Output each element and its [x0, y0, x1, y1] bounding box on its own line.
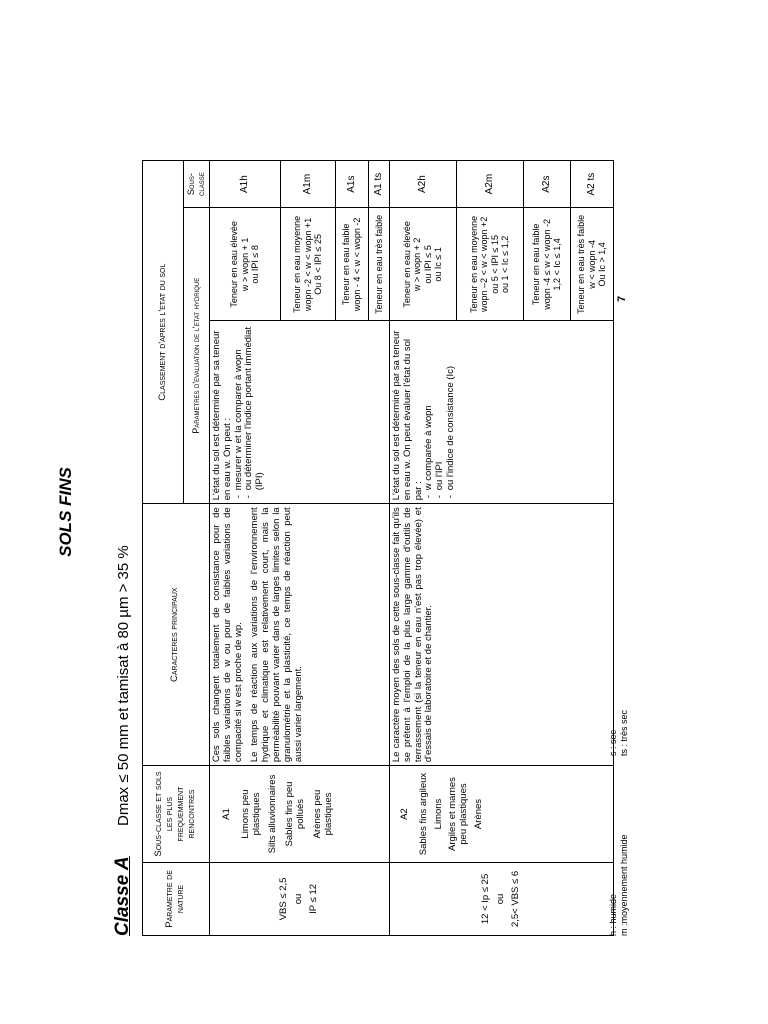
evaluation-a2-intro: L'état du sol est déterminé par sa teneur en eau w. On peut évaluer l'état du sol par : [390, 330, 424, 501]
etat-criterion: ou IPI ≤ 5 [422, 245, 433, 284]
evaluation-a1 [209, 321, 389, 504]
evaluation-a2 [389, 321, 613, 504]
etat-criterion: w > wopn + 2 [412, 237, 423, 292]
nature-a2-line1: 12 < Ip ≤ 25 [479, 873, 491, 925]
etat-criterion: w > wopn + 1 [239, 237, 250, 292]
nature-a1-line2: ou [292, 893, 304, 905]
nature-a2-line2: ou [494, 893, 506, 905]
sol-a1-2: Silts alluvionnaires [267, 774, 279, 854]
sol-a1-3: Sables fins peu pollués [284, 781, 307, 847]
etat-criterion: ou IPI ≤ 8 [249, 245, 260, 284]
etat-criterion: ou 1 < Ic ≤ 1,2 [500, 235, 511, 293]
code-a1s: A1s [335, 161, 368, 208]
rotated-landscape-content [56, 72, 664, 952]
page-title: SOLS FINS [56, 467, 75, 557]
evaluation-a2-item: - w comparée à wopn [424, 324, 435, 490]
table-row-a1 [209, 161, 280, 936]
evaluation-a2-list [424, 324, 457, 500]
caractere-a2-1: Le caractère moyen des sols de cette sous-classe fait qu'ils se prêtent à l'emploi de la plus large gamme d'outils de terrassement (si la teneur en eau n'est pas trop élevée) et d'essais de laboratoire et de chantier. [390, 507, 435, 763]
table-row-a2 [389, 161, 456, 936]
footnote-line: ts : très sec [618, 709, 629, 756]
sol-a1-4: Arènes peu plastiques [312, 789, 335, 839]
nature-a2-line3: 2,5< VBS ≤ 6 [509, 870, 521, 928]
etat-a2s [523, 208, 570, 321]
etat-criterion: Ou Ic > 1,4 [596, 242, 607, 287]
header-sous-classe-code: Sous-classe [184, 161, 210, 208]
etat-title: Teneur en eau moyenne [292, 215, 303, 313]
header-sous-classe: Sous-classe et sols les plus frequemment rencontres [143, 766, 210, 863]
code-a2ts: A2 ts [570, 161, 613, 208]
etat-criterion: Ou 8 < IPI ≤ 25 [312, 233, 323, 295]
sols-a2 [389, 766, 613, 863]
footnote-left [608, 756, 630, 936]
nature-a1 [209, 862, 389, 935]
dmax-label: Dmax ≤ 50 mm et tamisat à 80 µm > 35 % [115, 545, 132, 826]
classe-header [108, 76, 138, 936]
etat-criterion: ou 5 < IPI ≤ 15 [489, 234, 500, 294]
sols-a1 [209, 766, 389, 863]
sous-classe-a1: A1 [220, 808, 232, 820]
evaluation-a2-item: - ou l'indice de consistance (Ic) [446, 324, 457, 490]
caractere-a1-2: Le temps de réaction aux variations de l'environnement hydrique et climatique est relativement court, mais la perméabilité pouvant varier dans de larges limites selon la granulométrie et la plasticité, ce temps de réaction peut aussi varier largement. [249, 507, 305, 763]
page-number: 7 [616, 295, 628, 302]
etat-criterion: 1,2 < Ic ≤ 1,4 [551, 238, 562, 291]
header-parametres-evaluation: Parametres d'evaluation de l'etat hydrique [184, 208, 210, 504]
etat-title: Teneur en eau élevée [402, 221, 412, 308]
classification-table [142, 160, 614, 936]
etat-criterion: ou Ic ≤ 1 [433, 247, 444, 282]
etat-a1ts [368, 208, 389, 321]
sol-a2-3: Argiles et marnes peu plastiques [447, 777, 470, 851]
nature-a1-line1: VBS ≤ 2,5 [277, 877, 289, 921]
evaluation-a1-item: - ou déterminer l'indice portant immédiat (IPI) [244, 324, 266, 490]
caracteres-a2 [389, 504, 613, 766]
header-classement: Classement d'apres l'etat du sol [143, 161, 184, 504]
footnote-line: s : sec [608, 729, 618, 756]
sol-a1-1: Limons peu plastiques [239, 789, 262, 839]
evaluation-a2-item: - ou l'IPI [435, 324, 446, 490]
code-a2s: A2s [523, 161, 570, 208]
etat-criterion: wopn –2 < w < wopn +2 [479, 216, 490, 313]
etat-a2m [456, 208, 523, 321]
code-a2h: A2h [389, 161, 456, 208]
nature-a2 [389, 862, 613, 935]
etat-a2h [389, 208, 456, 321]
sol-a2-2: Limons [432, 798, 444, 830]
etat-a1m [280, 208, 335, 321]
code-a1h: A1h [209, 161, 280, 208]
etat-title: Teneur en eau moyenne [469, 215, 479, 313]
sous-classe-a2: A2 [398, 808, 410, 820]
header-caracteres: Caracteres principaux [143, 504, 210, 766]
footnote-line: m :moyennement humide [618, 834, 629, 936]
table-header-row [143, 161, 184, 936]
sol-a2-4: Arènes [473, 798, 485, 830]
etat-title: Teneur en eau faible [341, 223, 352, 306]
footnote-right [608, 636, 630, 756]
etat-a1h [209, 208, 280, 321]
evaluation-a1-intro: L'état du sol est déterminé par sa teneur en eau w. On peut : [210, 330, 233, 501]
evaluation-a1-list [234, 324, 267, 500]
etat-title: Teneur en eau très faible [373, 214, 384, 314]
etat-criterion: wopn -4 ≤ w < wopn -2 [541, 218, 552, 310]
code-a2m: A2m [456, 161, 523, 208]
caractere-a1-1: Ces sols changent totalement de consistance pour de faibles variations de w ou pour de faibles variations de compacité si w est proche de wp. [210, 507, 244, 763]
etat-criterion: w < wopn -4 [586, 239, 597, 289]
etat-a1s [335, 208, 368, 321]
etat-title: Teneur en eau élevée [229, 221, 240, 308]
caracteres-a1 [209, 504, 389, 766]
etat-criterion: wopn - 4 < w < wopn -2 [351, 217, 362, 312]
code-a1ts: A1 ts [368, 161, 389, 208]
header-parametre-nature: Parametre de nature [143, 862, 210, 935]
nature-a1-line3: IP ≤ 12 [307, 884, 319, 914]
footnote-line: h : humide [608, 893, 618, 936]
etat-criterion: wopn -2 < w < wopn +1 [302, 217, 313, 312]
evaluation-a1-item: - mesurer w et la comparer à wopn [234, 324, 245, 490]
etat-title: Teneur en eau faible [531, 223, 542, 306]
etat-a2ts [570, 208, 613, 321]
classe-label: Classe A [112, 856, 133, 936]
code-a1m: A1m [280, 161, 335, 208]
etat-title: Teneur en eau très faible [576, 214, 587, 314]
sol-a2-1: Sables fins argileux [417, 772, 429, 856]
